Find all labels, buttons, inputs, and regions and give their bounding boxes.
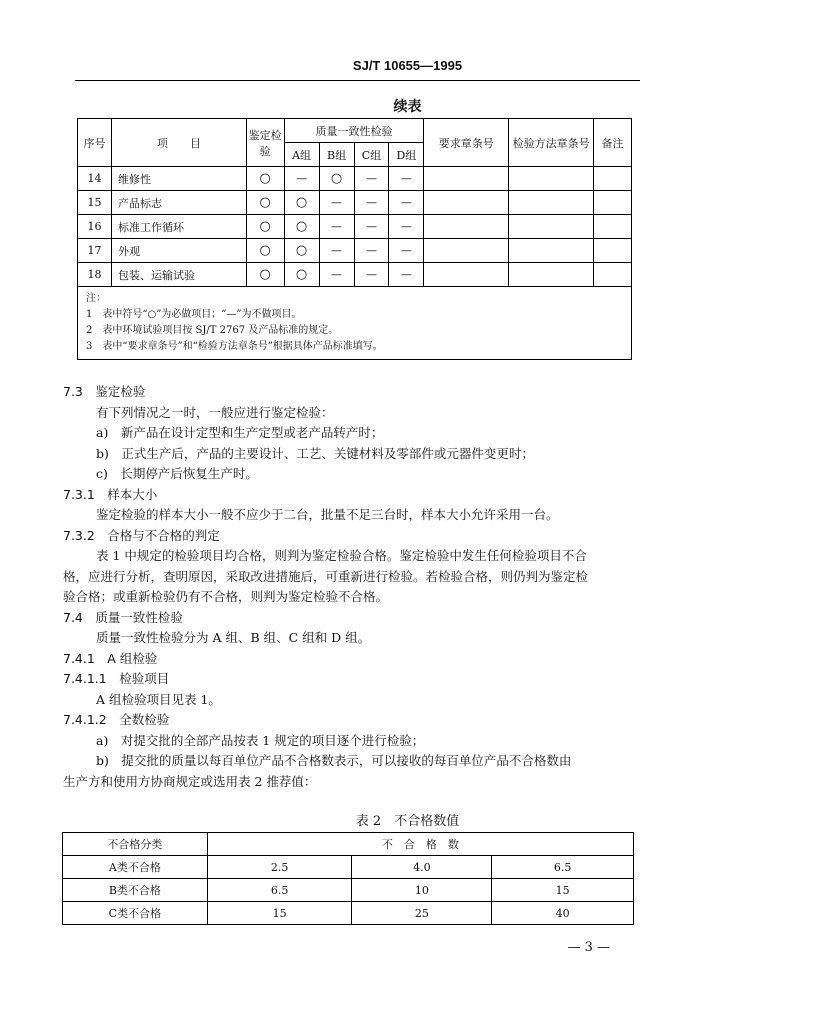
list-item: b) 正式生产后，产品的主要设计、工艺、关键材料及零部件或元器件变更时； (96, 445, 534, 461)
cell-item: 外观 (111, 239, 246, 263)
header-qualification: 鉴定检验 (246, 119, 284, 167)
cell-no: 15 (78, 191, 112, 215)
cell-value: 40 (492, 902, 634, 925)
cell-d: — (389, 239, 424, 263)
paragraph: 鉴定检验的样本大小一般不应少于二台，批量不足三台时，样本大小允许采用一台。 (96, 507, 559, 522)
cell-req (424, 191, 509, 215)
cell-b: — (319, 191, 354, 215)
cell-remark (594, 239, 632, 263)
cell-qual: ○ (246, 167, 284, 191)
cell-qual: ○ (246, 239, 284, 263)
table-row (63, 879, 634, 902)
cell-req (424, 239, 509, 263)
body-text (63, 382, 638, 792)
section-7-3-2-heading: 7.3.2 合格与不合格的判定 (63, 527, 220, 543)
cell-a: ○ (284, 263, 319, 287)
section-7-4-heading: 7.4 质量一致性检验 (63, 609, 183, 625)
header-rule (75, 80, 640, 81)
cell-qual: ○ (246, 191, 284, 215)
header-group-d: D组 (389, 143, 424, 167)
section-7-4-1-1-heading: 7.4.1.1 检验项目 (63, 671, 170, 686)
section-7-3-heading: 7.3 鉴定检验 (63, 384, 146, 399)
table-row (78, 215, 632, 239)
page-header: SJ/T 10655—1995 (352, 58, 463, 73)
note-2: 2 表中环境试验项目按 SJ/T 2767 及产品标准的规定。 (86, 325, 339, 336)
table2-caption: 表 2 不合格数值 (355, 814, 460, 829)
paragraph: A 组检验项目见表 1。 (96, 691, 221, 707)
cell-qual: ○ (246, 215, 284, 239)
header-requirement-clause: 要求章条号 (424, 119, 509, 167)
cell-a: ○ (284, 215, 319, 239)
cell-a: ○ (284, 239, 319, 263)
cell-value: 25 (352, 902, 492, 925)
cell-category: A类不合格 (63, 856, 208, 879)
cell-value: 15 (492, 879, 634, 902)
paragraph: 有下列情况之一时，一般应进行鉴定检验： (96, 404, 334, 420)
header-category: 不合格分类 (63, 833, 208, 856)
note-3: 3 表中“要求章条号”和“检验方法章条号”根据具体产品标准填写。 (86, 341, 383, 352)
cell-value: 15 (207, 902, 352, 925)
cell-value: 10 (352, 879, 492, 902)
section-7-4-1-2-heading: 7.4.1.2 全数检验 (63, 712, 170, 727)
table-row (78, 191, 632, 215)
cell-c: — (354, 215, 389, 239)
header-item: 项 目 (111, 119, 246, 167)
cell-b: ○ (319, 167, 354, 191)
cell-method (509, 215, 594, 239)
cell-value: 6.5 (492, 856, 634, 879)
table-row (63, 902, 634, 925)
cell-remark (594, 215, 632, 239)
cell-qual: ○ (246, 263, 284, 287)
header-group-b: B组 (319, 143, 354, 167)
paragraph: 格，应进行分析，查明原因，采取改进措施后，可重新进行检验。若检验合格，则仍判为鉴定检 (63, 568, 589, 584)
cell-method (509, 239, 594, 263)
cell-req (424, 215, 509, 239)
cell-d: — (389, 263, 424, 287)
table-row (78, 239, 632, 263)
paragraph: 生产方和使用方协商规定或选用表 2 推荐值： (63, 773, 317, 789)
cell-d: — (389, 167, 424, 191)
table-row (78, 167, 632, 191)
cell-item: 产品标志 (111, 191, 246, 215)
cell-req (424, 167, 509, 191)
table-row (78, 263, 632, 287)
cell-d: — (389, 215, 424, 239)
cell-remark (594, 263, 632, 287)
cell-method (509, 191, 594, 215)
cell-method (509, 263, 594, 287)
cell-method (509, 167, 594, 191)
cell-a: — (284, 167, 319, 191)
page-number: — 3 — (567, 940, 610, 955)
header-values: 不 合 格 数 (207, 833, 633, 856)
header-seq: 序号 (78, 119, 112, 167)
header-method-clause: 检验方法章条号 (509, 119, 594, 167)
cell-no: 14 (78, 167, 112, 191)
paragraph: 验合格；或重新检验仍有不合格，则判为鉴定检验不合格。 (63, 589, 389, 604)
cell-item: 标准工作循环 (111, 215, 246, 239)
paragraph: 表 1 中规定的检验项目均合格，则判为鉴定检验合格。鉴定检验中发生任何检验项目不合 (96, 548, 587, 563)
cell-no: 16 (78, 215, 112, 239)
paragraph: 质量一致性检验分为 A 组、B 组、C 组和 D 组。 (96, 630, 371, 645)
cell-item: 包装、运输试验 (111, 263, 246, 287)
cell-value: 4.0 (352, 856, 492, 879)
section-7-3-1-heading: 7.3.1 样本大小 (63, 486, 158, 502)
note-1: 1 表中符号“○”为必做项目；“—”为不做项目。 (86, 309, 302, 320)
header-conformance: 质量一致性检验 (284, 119, 424, 143)
table1 (77, 118, 632, 360)
list-item: a) 新产品在设计定型和生产定型或老产品转产时； (96, 425, 384, 440)
cell-remark (594, 167, 632, 191)
cell-c: — (354, 239, 389, 263)
cell-c: — (354, 263, 389, 287)
cell-value: 2.5 (207, 856, 352, 879)
note-title: 注： (86, 293, 106, 304)
cell-remark (594, 191, 632, 215)
list-item: c) 长期停产后恢复生产时。 (96, 466, 258, 481)
header-group-c: C组 (354, 143, 389, 167)
cell-no: 18 (78, 263, 112, 287)
cell-c: — (354, 191, 389, 215)
table-row (63, 856, 634, 879)
cell-no: 17 (78, 239, 112, 263)
header-remarks: 备注 (594, 119, 632, 167)
cell-d: — (389, 191, 424, 215)
table1-notes (78, 287, 632, 360)
cell-b: — (319, 215, 354, 239)
cell-a: ○ (284, 191, 319, 215)
table2 (62, 832, 634, 925)
cell-value: 6.5 (207, 879, 352, 902)
cell-req (424, 263, 509, 287)
cell-item: 维修性 (111, 167, 246, 191)
cell-category: B类不合格 (63, 879, 208, 902)
section-7-4-1-heading: 7.4.1 A 组检验 (63, 650, 158, 666)
header-group-a: A组 (284, 143, 319, 167)
cell-b: — (319, 239, 354, 263)
list-item: b) 提交批的质量以每百单位产品不合格数表示，可以接收的每百单位产品不合格数由 (96, 753, 572, 768)
cell-category: C类不合格 (63, 902, 208, 925)
cell-c: — (354, 167, 389, 191)
cell-b: — (319, 263, 354, 287)
list-item: a) 对提交批的全部产品按表 1 规定的项目逐个进行检验； (96, 732, 425, 748)
table1-caption: 续表 (393, 99, 422, 115)
